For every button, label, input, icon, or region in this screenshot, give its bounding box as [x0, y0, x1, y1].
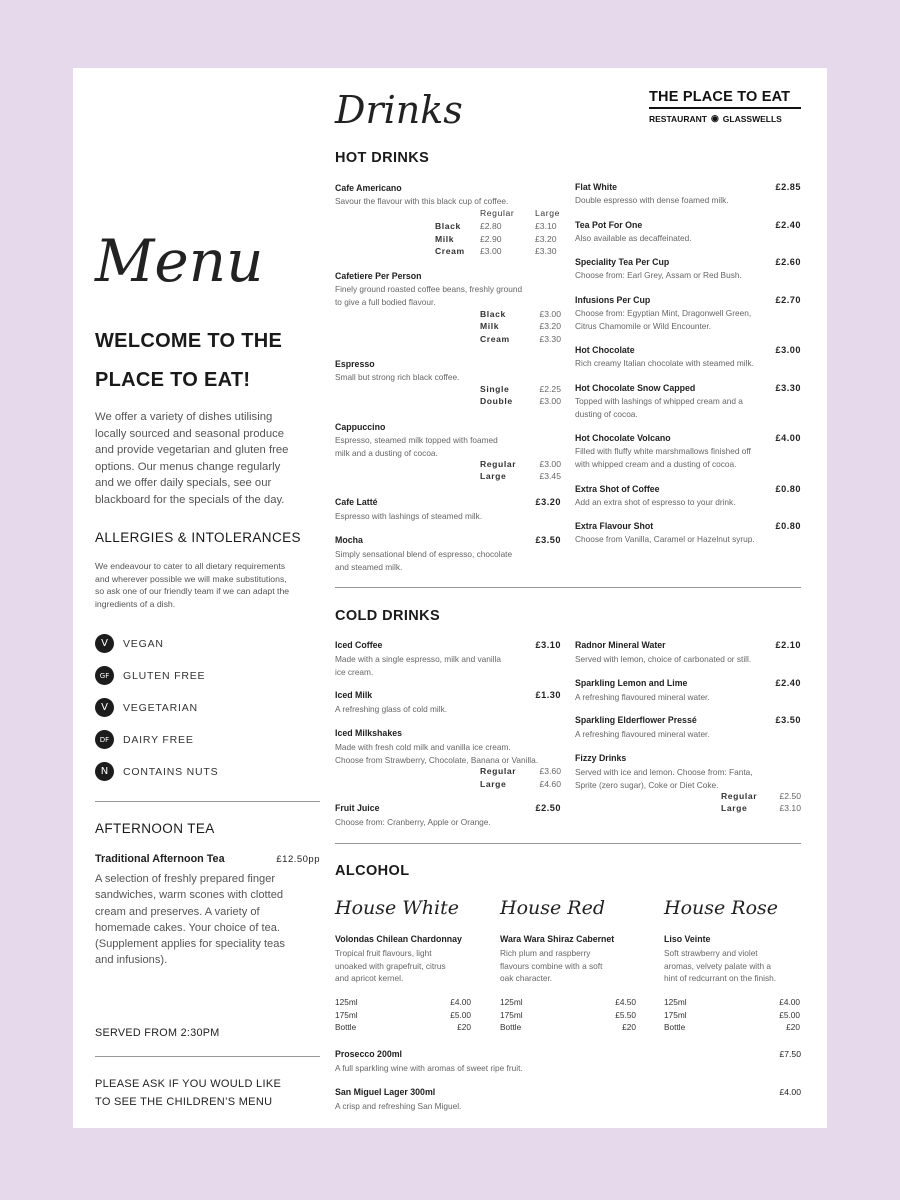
hot-drink-item — [575, 521, 801, 531]
item-price: £3.30 — [775, 383, 801, 393]
iced-coffee-desc — [335, 653, 501, 678]
wine-name: Volondas Chilean Chardonnay — [335, 934, 462, 944]
variant-price: £20 — [622, 1022, 636, 1032]
item-name: Extra Flavour Shot — [575, 521, 654, 531]
variant-price: £20 — [457, 1022, 471, 1032]
desc-line: ice cream. — [335, 666, 374, 677]
diet-label: GLUTEN FREE — [123, 669, 206, 682]
iced-milk-name: Iced Milk — [335, 690, 373, 700]
afternoon-desc-line: and infusions). — [95, 954, 168, 967]
afternoon-tea-desc — [95, 871, 325, 969]
cafetiere-name: Cafetiere Per Person — [335, 271, 422, 281]
item-price: £2.40 — [775, 678, 801, 688]
variant-label: 125ml — [335, 997, 358, 1007]
variant-label: 175ml — [500, 1009, 523, 1020]
americano-name: Cafe Americano — [335, 183, 402, 193]
welcome-heading-line1: WELCOME TO THE — [95, 330, 283, 352]
allergies-line: ingredients of a dish. — [95, 598, 176, 609]
desc-line: Also available as decaffeinated. — [575, 233, 692, 243]
wine-script-title: House Red — [500, 897, 605, 919]
desc-line: hint of redcurrant on the finish. — [664, 973, 777, 983]
variant-price: £5.00 — [450, 1009, 471, 1020]
item-price: £4.00 — [775, 433, 801, 443]
wine-price-row — [664, 1021, 800, 1034]
desc-line: A refreshing flavoured mineral water. — [575, 729, 710, 739]
variant-price: £2.90 — [480, 234, 502, 244]
cold-drink-item — [575, 640, 801, 650]
variant-price: £2.50 — [779, 791, 801, 801]
afternoon-desc-line: cream and preserves. A variety of — [95, 905, 260, 918]
nuts-icon: N — [95, 762, 114, 781]
variant-price: £20 — [786, 1022, 800, 1032]
lager-price: £4.00 — [779, 1087, 801, 1097]
item-name: Infusions Per Cup — [575, 295, 651, 305]
intro-line: locally sourced and seasonal produce — [95, 427, 285, 440]
iced-milk-item — [335, 690, 561, 700]
desc-line: oak character. — [500, 973, 553, 983]
variant-price: £3.00 — [539, 459, 561, 469]
item-name: Tea Pot For One — [575, 220, 643, 230]
espresso-name: Espresso — [335, 359, 375, 369]
variant-label: 125ml — [664, 997, 687, 1007]
diet-contains-nuts — [95, 762, 218, 781]
variant-price: £3.20 — [539, 321, 561, 331]
wine-price-row — [335, 996, 471, 1009]
afternoon-desc-line: sandwiches, warm scones with clotted — [95, 889, 284, 902]
wine-desc — [500, 947, 645, 985]
variant-label: Black — [480, 309, 506, 319]
fizzy-name: Fizzy Drinks — [575, 753, 627, 763]
desc-line: Finely ground roasted coffee beans, freshly ground — [335, 284, 523, 294]
variant-label: Regular — [480, 766, 517, 776]
drinks-script-title: Drinks — [335, 88, 463, 132]
desc-line: Choose from Strawberry, Chocolate, Banana or Vanilla. — [335, 754, 539, 765]
variant-price: £2.25 — [539, 384, 561, 394]
item-price: £2.40 — [775, 220, 801, 230]
variant-label: Large — [480, 779, 507, 789]
welcome-heading-line2: PLACE TO EAT! — [95, 369, 251, 391]
variant-label: Milk — [480, 321, 500, 331]
desc-line: Filled with fluffy white marshmallows finished off — [575, 446, 751, 456]
cold-drinks-title: COLD DRINKS — [335, 608, 441, 624]
variant-label: Regular — [480, 459, 517, 469]
hot-drink-item — [575, 383, 801, 393]
variant-label: Black — [435, 221, 461, 231]
afternoon-desc-line: homemade cakes. Your choice of tea. — [95, 921, 281, 934]
espresso-desc: Small but strong rich black coffee. — [335, 372, 460, 382]
item-name: Hot Chocolate Snow Capped — [575, 383, 696, 393]
desc-line: aromas, velvety palate with a — [664, 960, 771, 971]
desc-line: with whipped cream and a dusting of cocoa. — [575, 458, 737, 469]
cappuccino-row — [480, 471, 561, 481]
allergies-line: and wherever possible we will make substitutions, — [95, 573, 287, 584]
allergies-line: so ask one of our friendly team if we can adapt the — [95, 586, 290, 596]
allergies-title: ALLERGIES & INTOLERANCES — [95, 530, 301, 545]
variant-price: £3.00 — [539, 309, 561, 319]
served-from: SERVED FROM 2:30PM — [95, 1027, 220, 1039]
wine-price-row — [664, 996, 800, 1009]
left-divider-2 — [95, 1056, 320, 1057]
desc-line: Rich creamy Italian chocolate with steamed milk. — [575, 358, 754, 368]
item-price: £0.80 — [775, 484, 801, 494]
diet-label: DAIRY FREE — [123, 733, 194, 746]
diet-dairy-free — [95, 730, 194, 749]
desc-line: Made with a single espresso, milk and vanilla — [335, 654, 502, 664]
afternoon-tea-title: AFTERNOON TEA — [95, 821, 215, 836]
variant-price: £3.30 — [535, 246, 557, 256]
milkshakes-name: Iced Milkshakes — [335, 728, 402, 738]
diet-vegetarian — [95, 698, 198, 717]
variant-label: Large — [480, 471, 507, 481]
wine-desc — [664, 947, 809, 985]
diet-label: VEGETARIAN — [123, 701, 198, 714]
iced-milk-desc: A refreshing glass of cold milk. — [335, 704, 448, 714]
wine-price-row — [664, 1009, 800, 1022]
desc-line: dusting of cocoa. — [575, 408, 638, 419]
fizzy-desc — [575, 766, 753, 791]
fruit-juice-price: £2.50 — [535, 803, 561, 813]
intro-line: We offer a variety of dishes utilising — [95, 411, 273, 423]
intro-line: and provide vegetarian and gluten free — [95, 444, 289, 456]
left-divider — [95, 801, 320, 802]
milkshakes-row — [480, 779, 561, 789]
item-desc — [575, 691, 801, 704]
desc-line: to give a full bodied flavour. — [335, 296, 436, 307]
variant-label: Bottle — [335, 1022, 357, 1032]
menu-script-title: Menu — [95, 227, 264, 295]
latte-desc: Espresso with lashings of steamed milk. — [335, 511, 483, 521]
desc-line: Made with fresh cold milk and vanilla ice cream. — [335, 742, 511, 752]
cappuccino-desc — [335, 434, 498, 459]
mocha-price: £3.50 — [535, 535, 561, 545]
children-menu-note — [95, 1075, 281, 1111]
drinks-divider-1 — [335, 587, 801, 588]
mocha-item — [335, 535, 561, 545]
hot-drinks-title: HOT DRINKS — [335, 150, 430, 166]
intro-line: options. Our menus change regularly — [95, 460, 281, 473]
desc-line: A refreshing flavoured mineral water. — [575, 692, 710, 702]
variant-label: Cream — [480, 334, 510, 344]
hot-drink-item — [575, 220, 801, 230]
intro-line: and we offer daily specials, see our — [95, 477, 272, 489]
cold-drink-item — [575, 715, 801, 725]
allergies-text — [95, 560, 325, 610]
intro-text — [95, 409, 325, 508]
diet-label: VEGAN — [123, 637, 164, 650]
variant-price: £4.50 — [615, 997, 636, 1007]
desc-line: Sprite (zero sugar), Coke or Diet Coke. — [575, 779, 719, 790]
desc-line: and apricot kernel. — [335, 973, 404, 983]
variant-label: Large — [721, 803, 748, 813]
iced-coffee-price: £3.10 — [535, 640, 561, 650]
espresso-row — [480, 384, 561, 394]
item-price: £2.10 — [775, 640, 801, 650]
diet-vegan — [95, 634, 164, 653]
desc-line: Served with lemon, choice of carbonated or still. — [575, 654, 752, 664]
alcohol-title: ALCOHOL — [335, 863, 410, 879]
iced-milk-price: £1.30 — [535, 690, 561, 700]
menu-sheet — [73, 68, 827, 1128]
wine-name: Wara Wara Shiraz Cabernet — [500, 934, 615, 944]
hot-drink-item — [575, 484, 801, 494]
prosecco-price: £7.50 — [779, 1049, 801, 1059]
item-desc — [575, 307, 801, 332]
item-desc — [575, 728, 801, 741]
variant-price: £3.20 — [535, 234, 557, 244]
desc-line: Tropical fruit flavours, light — [335, 948, 432, 958]
desc-line: Choose from: Earl Grey, Assam or Red Bush. — [575, 270, 742, 280]
allergies-line: We endeavour to cater to all dietary requirements — [95, 561, 286, 571]
hot-drink-item — [575, 433, 801, 443]
cold-drink-item — [575, 678, 801, 688]
item-name: Speciality Tea Per Cup — [575, 257, 670, 267]
fruit-juice-name: Fruit Juice — [335, 803, 380, 813]
desc-line: Simply sensational blend of espresso, chocolate — [335, 549, 513, 559]
wine-script-title: House Rose — [664, 897, 779, 919]
variant-label: 175ml — [664, 1009, 687, 1020]
desc-line: flavours combine with a soft — [500, 960, 603, 971]
cafetiere-row — [480, 334, 561, 344]
wine-price-row — [335, 1009, 471, 1022]
brand-rule — [649, 107, 801, 109]
fizzy-row — [721, 791, 801, 801]
variant-label: Cream — [435, 246, 465, 256]
variant-price: £5.00 — [779, 1009, 800, 1020]
hot-drink-item — [575, 182, 801, 192]
desc-line: unoaked with grapefruit, citrus — [335, 960, 446, 971]
americano-desc: Savour the flavour with this black cup of coffee. — [335, 196, 509, 206]
item-desc — [575, 194, 801, 207]
lager-desc: A crisp and refreshing San Miguel. — [335, 1101, 462, 1111]
afternoon-desc-line: A selection of freshly prepared finger — [95, 873, 276, 885]
variant-price: £3.10 — [535, 221, 557, 231]
desc-line: Topped with lashings of whipped cream and a — [575, 396, 743, 406]
espresso-row — [480, 396, 561, 406]
item-price: £2.85 — [775, 182, 801, 192]
wine-desc — [335, 947, 480, 985]
brand-sub — [649, 113, 782, 124]
gluten-free-icon: GF — [95, 666, 114, 685]
wine-price-row — [500, 1009, 636, 1022]
variant-price: £3.30 — [539, 334, 561, 344]
lager-item — [335, 1087, 801, 1097]
item-price: £3.50 — [775, 715, 801, 725]
lager-name: San Miguel Lager 300ml — [335, 1087, 436, 1097]
wine-script-title: House White — [335, 897, 460, 919]
cafetiere-row — [480, 321, 561, 331]
prosecco-name: Prosecco 200ml — [335, 1049, 402, 1059]
variant-price: £4.00 — [450, 997, 471, 1007]
item-price: £2.60 — [775, 257, 801, 267]
variant-price: £4.00 — [779, 997, 800, 1007]
dairy-free-icon: DF — [95, 730, 114, 749]
desc-line: Choose from Vanilla, Caramel or Hazelnut syrup. — [575, 534, 755, 544]
item-name: Radnor Mineral Water — [575, 640, 666, 650]
prosecco-desc: A full sparkling wine with aromas of sweet ripe fruit. — [335, 1063, 523, 1073]
wine-price-row — [500, 996, 636, 1009]
hot-drink-item — [575, 345, 801, 355]
cappuccino-row — [480, 459, 561, 469]
desc-line: Double espresso with dense foamed milk. — [575, 195, 729, 205]
item-desc — [575, 533, 801, 546]
variant-price: £3.45 — [539, 471, 561, 481]
desc-line: Soft strawberry and violet — [664, 948, 758, 958]
variant-price: £3.60 — [539, 766, 561, 776]
cafetiere-desc — [335, 283, 522, 308]
item-desc — [575, 395, 801, 420]
desc-line: and steamed milk. — [335, 561, 403, 572]
wine-price-row — [335, 1021, 471, 1034]
latte-price: £3.20 — [535, 497, 561, 507]
item-price: £2.70 — [775, 295, 801, 305]
variant-label: 125ml — [500, 997, 523, 1007]
cappuccino-name: Cappuccino — [335, 422, 386, 432]
desc-line: Add an extra shot of espresso to your drink. — [575, 497, 736, 507]
afternoon-tea-name: Traditional Afternoon Tea — [95, 853, 225, 865]
hot-drink-item — [575, 295, 801, 305]
brand-sub-right: GLASSWELLS — [722, 113, 782, 124]
item-desc — [575, 357, 801, 370]
afternoon-desc-line: (Supplement applies for speciality teas — [95, 938, 285, 951]
variant-price: £5.50 — [615, 1009, 636, 1020]
variant-label: Bottle — [664, 1022, 686, 1032]
item-desc — [575, 445, 801, 470]
americano-col-regular: Regular — [480, 208, 515, 218]
item-name: Flat White — [575, 182, 618, 192]
item-desc — [575, 269, 801, 282]
item-name: Hot Chocolate — [575, 345, 635, 355]
item-name: Hot Chocolate Volcano — [575, 433, 671, 443]
desc-line: milk and a dusting of cocoa. — [335, 447, 438, 458]
mocha-desc — [335, 548, 512, 573]
iced-coffee-item — [335, 640, 561, 650]
vegan-icon: V — [95, 634, 114, 653]
item-desc — [575, 232, 801, 245]
item-price: £3.00 — [775, 345, 801, 355]
item-name: Sparkling Lemon and Lime — [575, 678, 688, 688]
hot-drink-item — [575, 257, 801, 267]
variant-label: Bottle — [500, 1022, 522, 1032]
item-desc — [575, 653, 801, 666]
desc-line: Citrus Chamomile or Wild Encounter. — [575, 320, 712, 331]
prosecco-item — [335, 1049, 801, 1059]
fruit-juice-item — [335, 803, 561, 813]
americano-col-large: Large — [535, 208, 560, 218]
milkshakes-desc — [335, 741, 538, 766]
fruit-juice-desc: Choose from: Cranberry, Apple or Orange. — [335, 817, 491, 827]
variant-price: £3.10 — [779, 803, 801, 813]
variant-price: £4.60 — [539, 779, 561, 789]
desc-line: Espresso, steamed milk topped with foamed — [335, 435, 498, 445]
milkshakes-row — [480, 766, 561, 776]
iced-coffee-name: Iced Coffee — [335, 640, 383, 650]
variant-label: 175ml — [335, 1009, 358, 1020]
brand-logo-icon: ◉ — [710, 113, 719, 123]
variant-label: Milk — [435, 234, 455, 244]
drinks-divider-2 — [335, 843, 801, 844]
item-name: Extra Shot of Coffee — [575, 484, 660, 494]
latte-name: Cafe Latté — [335, 497, 378, 507]
intro-line: blackboard for the specials of the day. — [95, 493, 285, 506]
variant-price: £2.80 — [480, 221, 502, 231]
item-price: £0.80 — [775, 521, 801, 531]
variant-price: £3.00 — [539, 396, 561, 406]
wine-name: Liso Veinte — [664, 934, 711, 944]
variant-label: Single — [480, 384, 510, 394]
item-desc — [575, 496, 801, 509]
wine-price-row — [500, 1021, 636, 1034]
desc-line: Served with ice and lemon. Choose from: Fanta, — [575, 767, 753, 777]
brand-name: THE PLACE TO EAT — [649, 89, 791, 105]
variant-label: Double — [480, 396, 513, 406]
desc-line: Rich plum and raspberry — [500, 948, 591, 958]
children-line: PLEASE ASK IF YOU WOULD LIKE — [95, 1078, 282, 1090]
latte-item — [335, 497, 561, 507]
variant-price: £3.00 — [480, 246, 502, 256]
mocha-name: Mocha — [335, 535, 363, 545]
vegetarian-icon: V — [95, 698, 114, 717]
children-line: TO SEE THE CHILDREN’S MENU — [95, 1096, 273, 1108]
variant-label: Regular — [721, 791, 758, 801]
diet-label: CONTAINS NUTS — [123, 765, 219, 778]
diet-gluten-free — [95, 666, 205, 685]
fizzy-row — [721, 803, 801, 813]
desc-line: Choose from: Egyptian Mint, Dragonwell Green, — [575, 308, 752, 318]
brand-sub-left: RESTAURANT — [649, 113, 707, 124]
cafetiere-row — [480, 309, 561, 319]
afternoon-tea-price: £12.50pp — [276, 854, 320, 865]
afternoon-tea-item — [95, 853, 320, 865]
item-name: Sparkling Elderflower Pressé — [575, 715, 697, 725]
